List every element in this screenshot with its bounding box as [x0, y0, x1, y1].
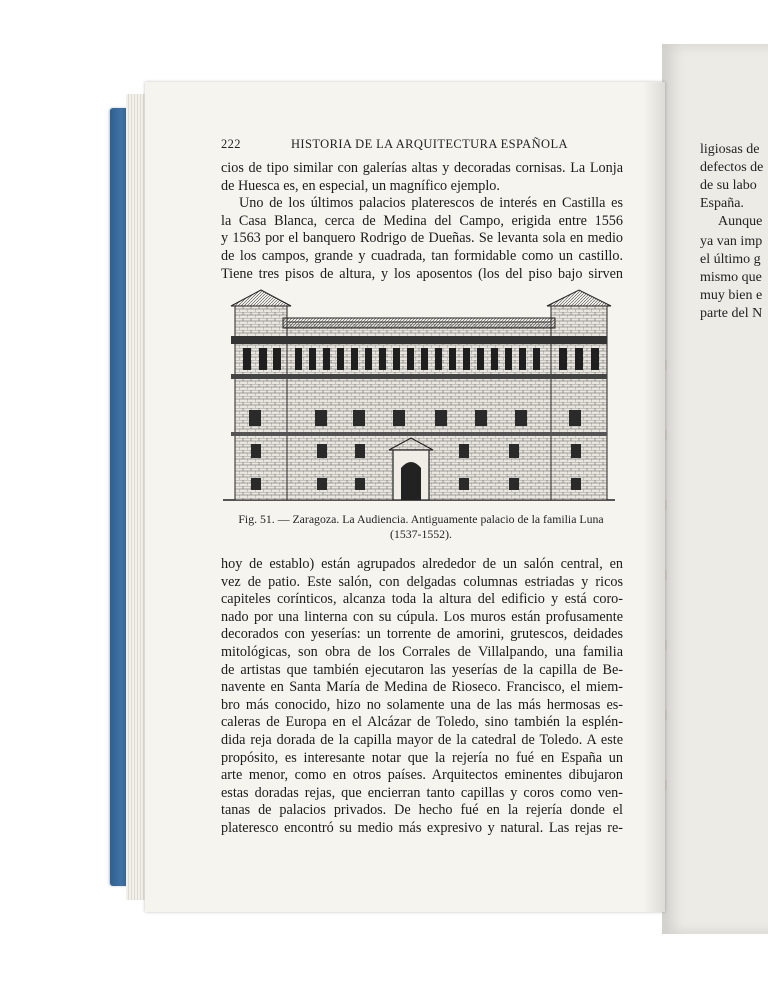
text-line: plateresco encontró su medio más expresivo y natural. Las rejas re-: [221, 819, 623, 836]
text-line: cios de tipo similar con galerías altas y decoradas cornisas. La Lonja: [221, 160, 623, 176]
text-line: dida reja dorada de la capilla mayor de la catedral de Toledo. A este: [221, 731, 623, 748]
right-page-line: parte del N: [700, 306, 763, 321]
text-line: caleras de Europa en el Alcázar de Toledo, sino también la esplén-: [221, 714, 623, 731]
palace-illustration: [223, 282, 615, 504]
right-page-line: de su labo: [700, 178, 757, 193]
text-line: propósito, es interesante notar que la rejería no fué en España un: [221, 749, 623, 766]
right-page-line: ya van imp: [700, 234, 763, 249]
page-number: 222: [221, 137, 241, 151]
text-line: y 1563 por el banquero Rodrigo de Dueñas. Se levanta sola en medio: [221, 230, 623, 247]
text-line: hoy de establo) están agrupados alrededor de un salón central, en: [221, 556, 623, 572]
right-page-line: defectos de: [700, 160, 764, 175]
text-line: mitológicas, son obra de los Corrales de Villalpando, una familia: [221, 643, 623, 660]
text-line: estas doradas rejas, que encierran tanto capillas y coros como ven-: [221, 784, 623, 801]
text-line: de los campos, grande y cuadrada, tan formidable como un castillo.: [221, 247, 623, 264]
left-page: [145, 82, 665, 912]
caption-line: (1537-1552).: [390, 527, 452, 541]
paragraph-top: [221, 160, 623, 283]
figure-caption: [211, 512, 631, 542]
running-title: HISTORIA DE LA ARQUITECTURA ESPAÑOLA: [291, 137, 568, 151]
text-line: de Huesca es, en especial, un magnífico ejemplo.: [221, 177, 500, 194]
right-page-line: España.: [700, 196, 744, 211]
text-line: vez de patio. Este salón, con delgadas columnas estriadas y ricos: [221, 573, 623, 590]
paragraph-bottom: [221, 556, 623, 838]
right-page-line: el último g: [700, 252, 761, 267]
text-line: decorados con yeserías: un torrente de amorini, grutescos, deidades: [221, 626, 623, 643]
right-page-line: mismo que: [700, 270, 762, 285]
text-line: nado por una linterna con su cúpula. Los muros están profusamente: [221, 608, 623, 625]
right-page-line: ligiosas de: [700, 142, 760, 157]
text-line: navente en Santa María de Medina de Rioseco. Francisco, el miem-: [221, 679, 623, 696]
text-line: arte menor, como en otros países. Arquitectos eminentes dibujaron: [221, 767, 623, 784]
caption-line: Fig. 51. — Zaragoza. La Audiencia. Antiguamente palacio de la familia Luna: [238, 512, 604, 526]
text-line: bro más conocido, hizo no solamente una de las más hermosas es-: [221, 696, 623, 713]
right-page: [662, 44, 768, 934]
text-line: la Casa Blanca, cerca de Medina del Campo, erigida entre 1556: [221, 212, 623, 229]
right-page-line: muy bien e: [700, 288, 763, 303]
text-line: capiteles corínticos, alcanza toda la altura del edificio y está coro-: [221, 591, 623, 608]
right-page-line: Aunque: [718, 214, 763, 229]
text-line: Uno de los últimos palacios platerescos de interés en Castilla es: [239, 195, 623, 212]
text-line: de artistas que también ejecutaron las yeserías de la capilla de Be-: [221, 661, 623, 678]
text-line: Tiene tres pisos de altura, y los aposentos (los del piso bajo sirven: [221, 265, 623, 282]
text-line: tanas de palacios privados. De hecho fué en la rejería donde el: [221, 802, 623, 819]
gutter-shadow: [643, 82, 665, 912]
